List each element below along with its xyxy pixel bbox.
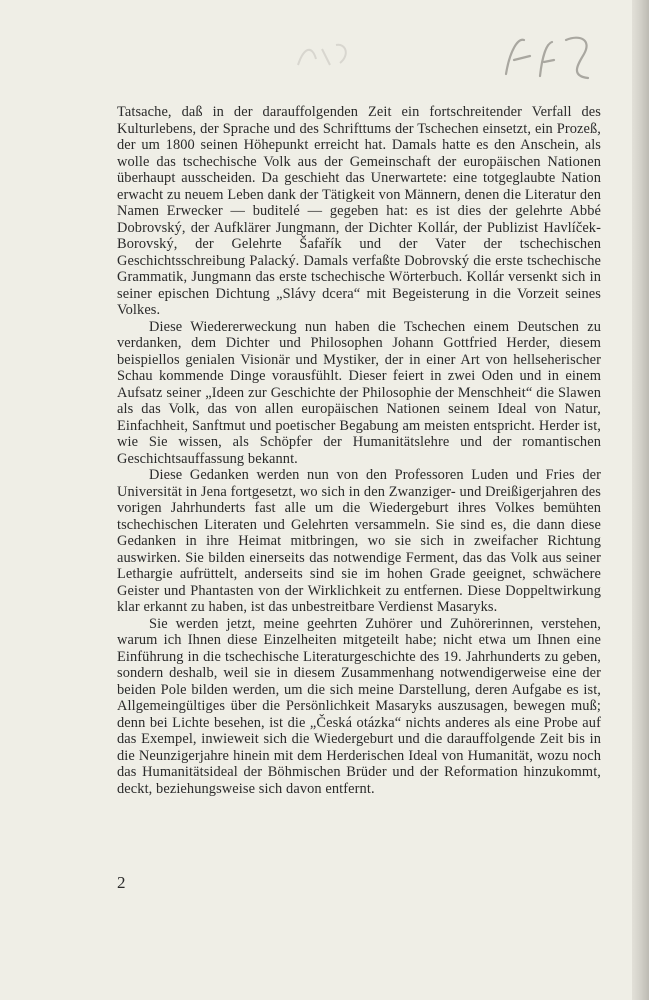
page-number: 2 [117, 873, 126, 892]
page-edge [632, 0, 649, 1000]
paragraph: Diese Gedanken werden nun von den Professoren Luden und Fries der Universität in Jena fortgesetzt, wo sich in den Zwanziger- und Dreißigerjahren des vorigen Jahrhunderts fast alle um die Wiedergeburt ihres Volkes bemühten tschechischen Literaten und Gelehrten versammeln. Sie sind es, die dann diese Gedanken in ihre Heimat mitbringen, wo sie sich in zweifacher Richtung auswirken. Sie bilden einerseits das notwendige Ferment, das das Volk aus seiner Lethargie aufrüttelt, anderseits sind sie im hohen Grade geeignet, schwächere Geister und Phantasten von der Wirklichkeit zu entfernen. Diese Doppeltwirkung klar erkannt zu haben, ist das unbestreitbare Verdienst Masaryks. [117, 467, 601, 615]
body-text [117, 104, 601, 797]
paragraph: Diese Wiedererweckung nun haben die Tschechen einem Deutschen zu verdanken, dem Dichter und Philosophen Johann Gottfried Herder, diesem beispiellos genialen Visionär und Mystiker, der in einer Art von hellseherischer Schau kommende Dinge vorausfühlt. Dieser feiert in zwei Oden und in einem Aufsatz seiner „Ideen zur Geschichte der Philosophie der Menschheit“ die Slawen als das Volk, das von allen europäischen Nationen seinem Ideal von Natur, Einfachheit, Sanftmut und poetischer Begabung am meisten entspricht. Herder ist, wie Sie wissen, als Schöpfer der Humanitätslehre und der romantischen Geschichtsauffassung bekannt. [117, 318, 601, 467]
paragraph: Sie werden jetzt, meine geehrten Zuhörer und Zuhörerinnen, verstehen, warum ich Ihnen diese Einzelheiten mitgeteilt habe; nicht etwa um Ihnen eine Einführung in die tschechische Literaturgeschichte des 19. Jahrhunderts zu geben, sondern deshalb, weil sie in diesem Zusammenhang notwendigerweise eine der beiden Pole bilden werden, um die sich meine Darstellung, deren Aufgabe es ist, Allgemeingültiges über die Persönlichkeit Masaryks auszusagen, bewegen muß; denn bei Lichte besehen, ist die „Česká otázka“ nichts anderes als eine Probe auf das Exempel, inwieweit sich die Wiedergeburt und die darauffolgende Zeit bis in die Neunzigerjahre hinein mit dem Herderischen Ideal von Humanität, wozu noch das Humanitätsideal der Böhmischen Brüder und der Reformation hinzukommt, deckt, beziehungsweise sich davon entfernt. [117, 615, 601, 797]
faint-pencil-mark [290, 35, 360, 75]
paragraph: Tatsache, daß in der darauffolgenden Zeit ein fortschreitender Verfall des Kulturlebens, der Sprache und des Schrifttums der Tschechen einsetzt, ein Prozeß, der um 1800 seinen Höhepunkt erreicht hat. Damals hatte es den Anschein, als wolle das tschechische Volk aus der Gemeinschaft der europäischen Nationen überhaupt ausscheiden. Da geschieht das Unerwartete: eine totgeglaubte Nation erwacht zu neuem Leben dank der Tätigkeit von Männern, denen die Literatur den Namen Erwecker — buditelé — gegeben hat: es ist dies der gelehrte Abbé Dobrovský, der Aufklärer Jungmann, der Dichter Kollár, der Publizist Havlíček-Borovský, der Gelehrte Šafařík und der Vater der tschechischen Geschichtsschreibung Palacký. Damals verfaßte Dobrovský die erste tschechische Grammatik, Jungmann das erste tschechische Wörterbuch. Kollár versenkt sich in seiner epischen Dichtung „Slávy dcera“ mit Begeisterung in die Vorzeit seines Volkes. [117, 104, 601, 318]
pencil-annotation [500, 30, 620, 90]
